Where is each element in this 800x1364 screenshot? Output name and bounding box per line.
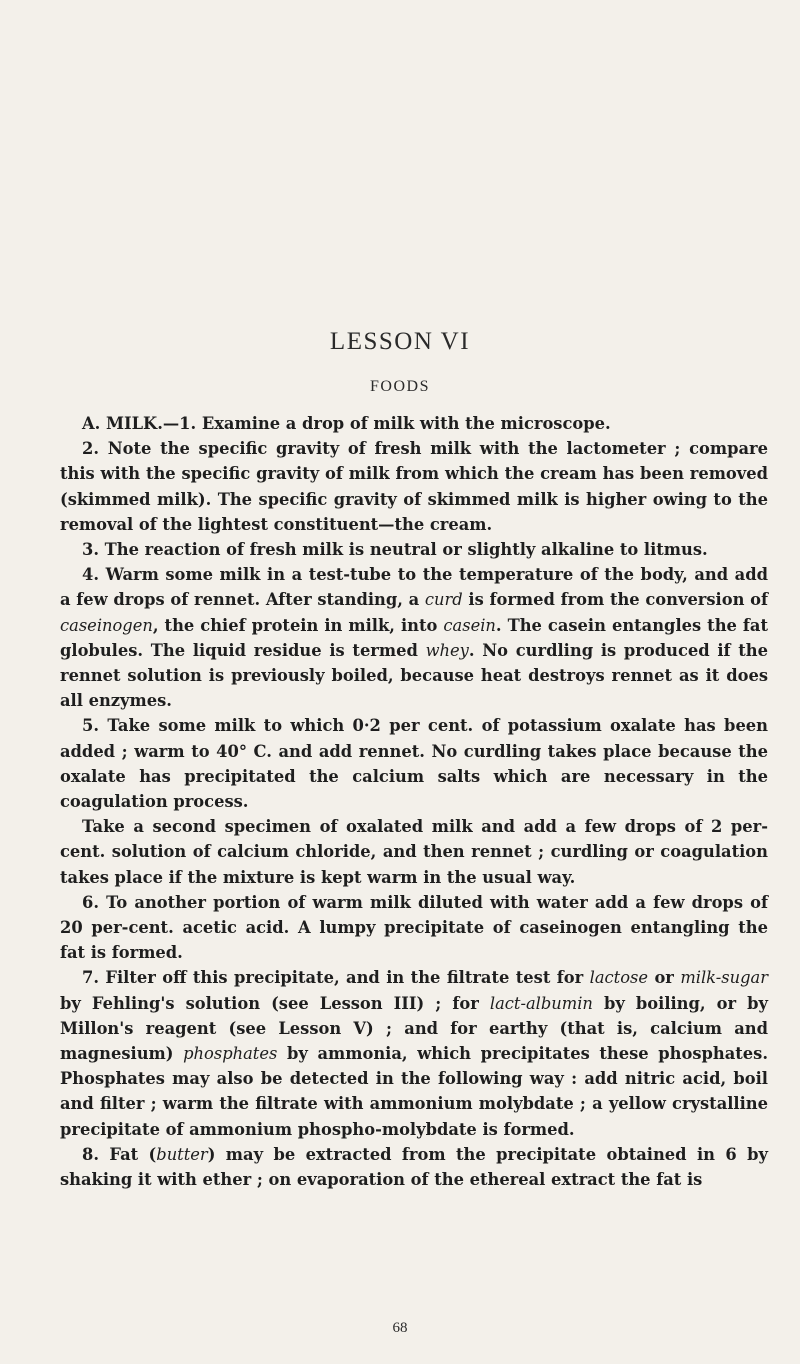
italic-term-phosphates: phosphates [183,1044,278,1064]
text-run: ) may be extracted from the precipitate obtained in 6 by shaking it with ether ; on evaporation of the ethereal extract the fat is [60,1144,768,1190]
italic-term-lactose: lactose [589,968,649,988]
italic-term-whey: whey [425,640,469,660]
paragraph-milk-microscope: A. MILK.—1. Examine a drop of milk with the microscope. [82,414,611,433]
text-run: by Fehling's solution (see Lesson III) ; for [60,993,490,1013]
paragraph-rennet [60,562,768,713]
text-run: by boiling, or by Millon's reagent (see Lesson V) ; and for earthy (that is, calcium and magnesium) [60,993,768,1064]
lesson-title: LESSON VI [329,328,471,355]
text-run: . No curdling is produced if the rennet solution is previously boiled, because heat destroys rennet as it does all enzymes. [60,640,768,711]
italic-term-curd: curd [424,590,463,610]
text-run: . The casein entangles the fat globules. The liquid residue is termed [60,615,768,660]
italic-term-butter: butter [156,1144,208,1164]
paragraph-filtrate-tests [60,965,768,1141]
paragraph-calcium-chloride: Take a second specimen of oxalated milk and add a few drops of 2 per-cent. solution of calcium chloride, and then rennet ; curdling or coagulation takes place if the mixture is kept warm in the usual way. [60,817,768,887]
paragraph-specific-gravity: 2. Note the specific gravity of fresh milk with the lactometer ; compare this with the specific gravity of milk from which the cream has been removed (skimmed milk). The specific gravity of skimmed milk is higher owing to the removal of the lightest constituent—the cream. [60,439,768,534]
text-run: by ammonia, which precipitates these phosphates. Phosphates may also be detected in the following way : add nitric acid, boil and filter ; warm the filtrate with ammonium molybdate ; a yellow crystalline precipitate of ammonium phospho-molybdate is formed. [60,1044,768,1139]
italic-term-casein: casein [443,615,496,635]
lesson-body [60,411,768,1192]
text-run: 7. Filter off this precipitate, and in the filtrate test for [82,968,590,988]
text-run: , the chief protein in milk, into [152,615,444,635]
italic-term-caseinogen: caseinogen [60,615,153,635]
paragraph-reaction: 3. The reaction of fresh milk is neutral or slightly alkaline to litmus. [82,540,708,560]
section-title: FOODS [370,378,430,395]
text-run: 8. Fat ( [82,1144,157,1164]
paragraph-oxalate: 5. Take some milk to which 0·2 per cent. of potassium oxalate has been added ; warm to 40° C. and add rennet. No curdling takes place because the oxalate has precipitated the calcium salts which are necessary in the coagulation process. [60,716,768,812]
paragraph-acetic-acid: 6. To another portion of warm milk diluted with water add a few drops of 20 per-cent. acetic acid. A lumpy precipitate of caseinogen entangling the fat is formed. [60,892,768,963]
italic-term-lact-albumin: lact-albumin [489,993,593,1013]
text-run: is formed from the conversion of [462,590,768,610]
text-run: 4. Warm some milk in a test-tube to the temperature of the body, and add a few drops of rennet. After standing, a [60,565,768,610]
paragraph-fat-butter [60,1142,768,1192]
text-run: or [648,968,681,988]
italic-term-milk-sugar: milk-sugar [680,968,768,988]
page-number: 68 [392,1320,408,1336]
